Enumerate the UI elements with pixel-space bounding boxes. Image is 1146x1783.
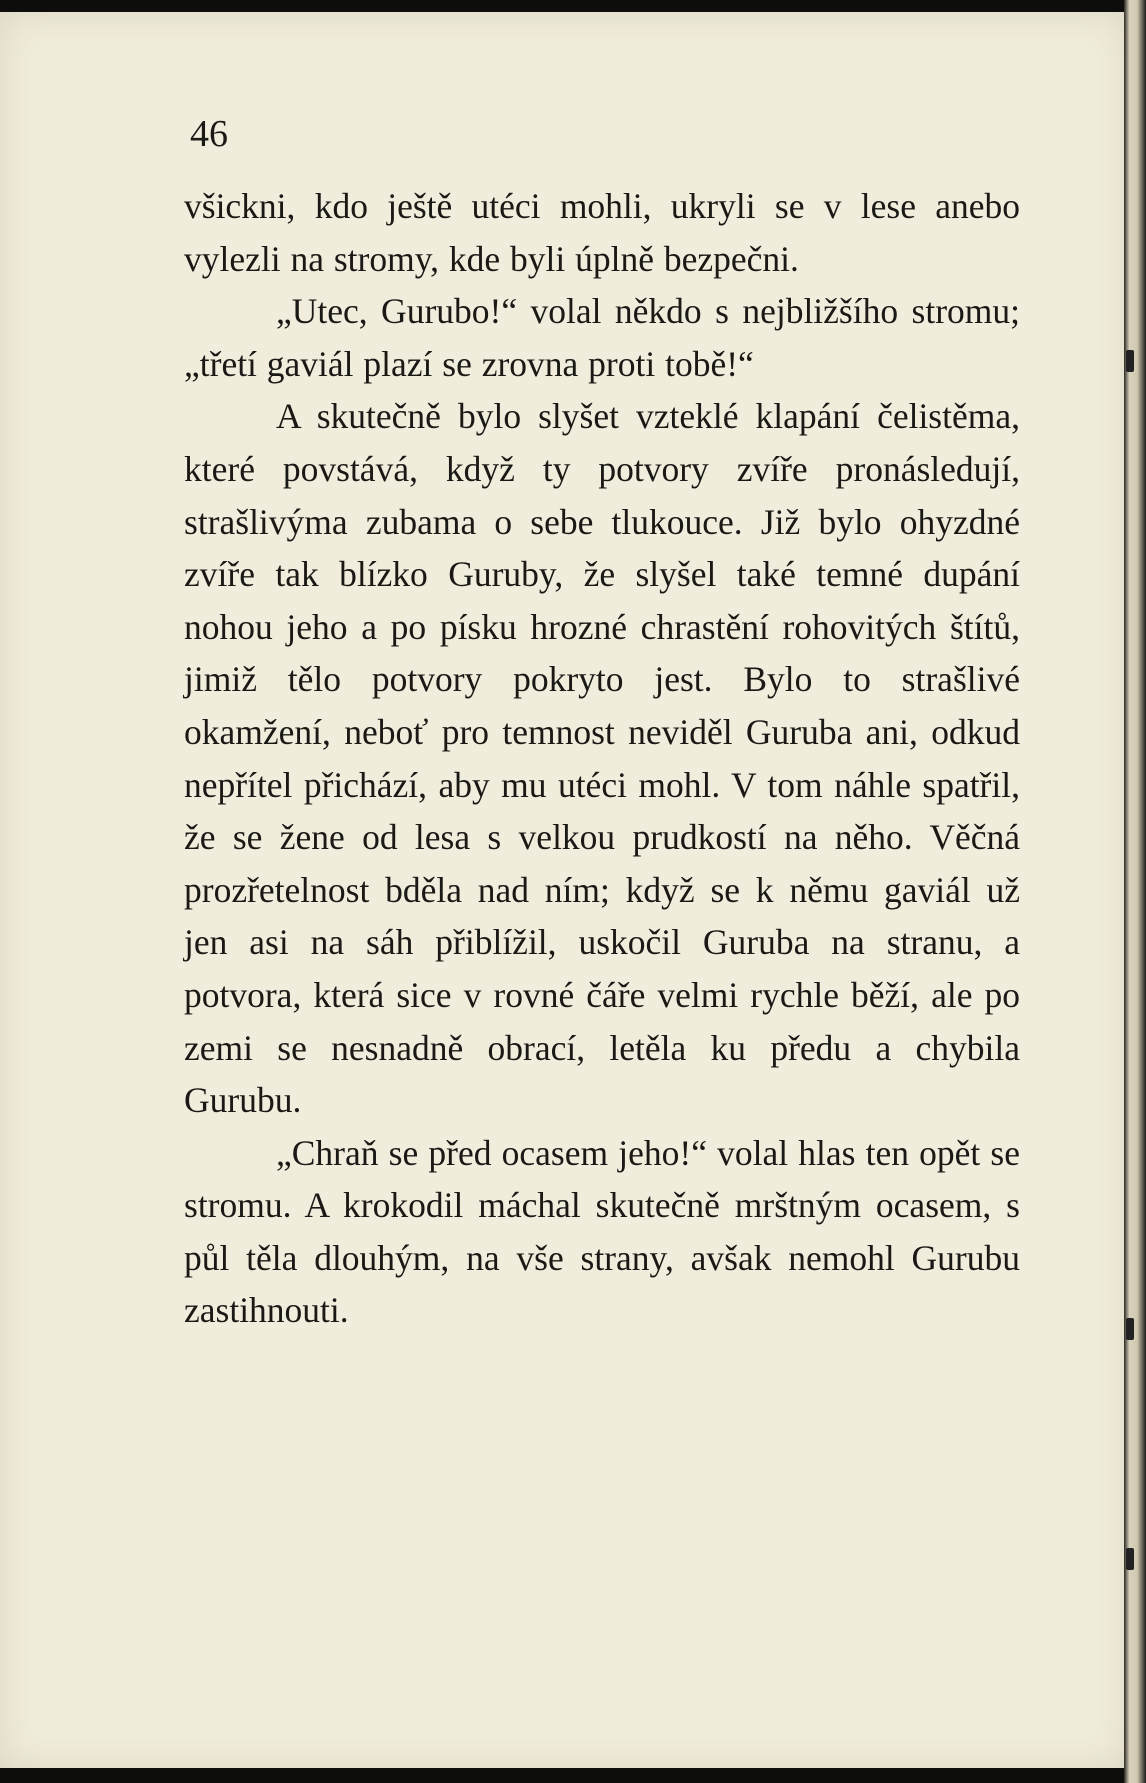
paragraph-3: A skutečně bylo slyšet vzteklé klapání čelistěma, které povstává, když ty potvory zvíře pronásledují, strašlivýma zubama o sebe tlukouce. Již bylo ohyzdné zvíře tak blízko Guruby, že slyšel také temné dupání nohou jeho a po písku hrozné chrastění rohovitých štítů, jimiž tělo potvory pokryto jest. Bylo to strašlivé okamžení, neboť pro temnost neviděl Guruba ani, odkud nepřítel přichází, aby mu utéci mohl. V tom náhle spatřil, že se žene od lesa s velkou prudkostí na něho. Věčná prozřetelnost bděla nad ním; když se k němu gaviál už jen asi na sáh přiblížil, uskočil Guruba na stranu, a potvora, která sice v rovné čáře velmi rychle běží, ale po zemi se nesnadně obrací, letěla ku předu a chybila Gurubu. xyxy=(184,396,1020,1121)
book-spine-edge xyxy=(1124,0,1146,1783)
spine-binding-mark xyxy=(1126,1548,1134,1570)
spine-binding-mark xyxy=(1126,350,1134,372)
book-page xyxy=(0,12,1128,1768)
page-number: 46 xyxy=(190,113,228,155)
paragraph-2: „Utec, Gurubo!“ volal někdo s nejbližšího stromu; „třetí gaviál plazí se zrovna proti tobě!“ xyxy=(184,291,1020,384)
paragraph-4: „Chraň se před ocasem jeho!“ volal hlas ten opět se stromu. A krokodil máchal skutečně mrštným ocasem, s půl těla dlouhým, na vše strany, avšak nemohl Gurubu zastihnouti. xyxy=(184,1132,1020,1331)
spine-binding-mark xyxy=(1126,1318,1134,1340)
paragraph-1: všickni, kdo ještě utéci mohli, ukryli se v lese anebo vylezli na stromy, kde byli úplně bezpečni. xyxy=(184,186,1020,279)
body-text xyxy=(184,180,1020,1337)
